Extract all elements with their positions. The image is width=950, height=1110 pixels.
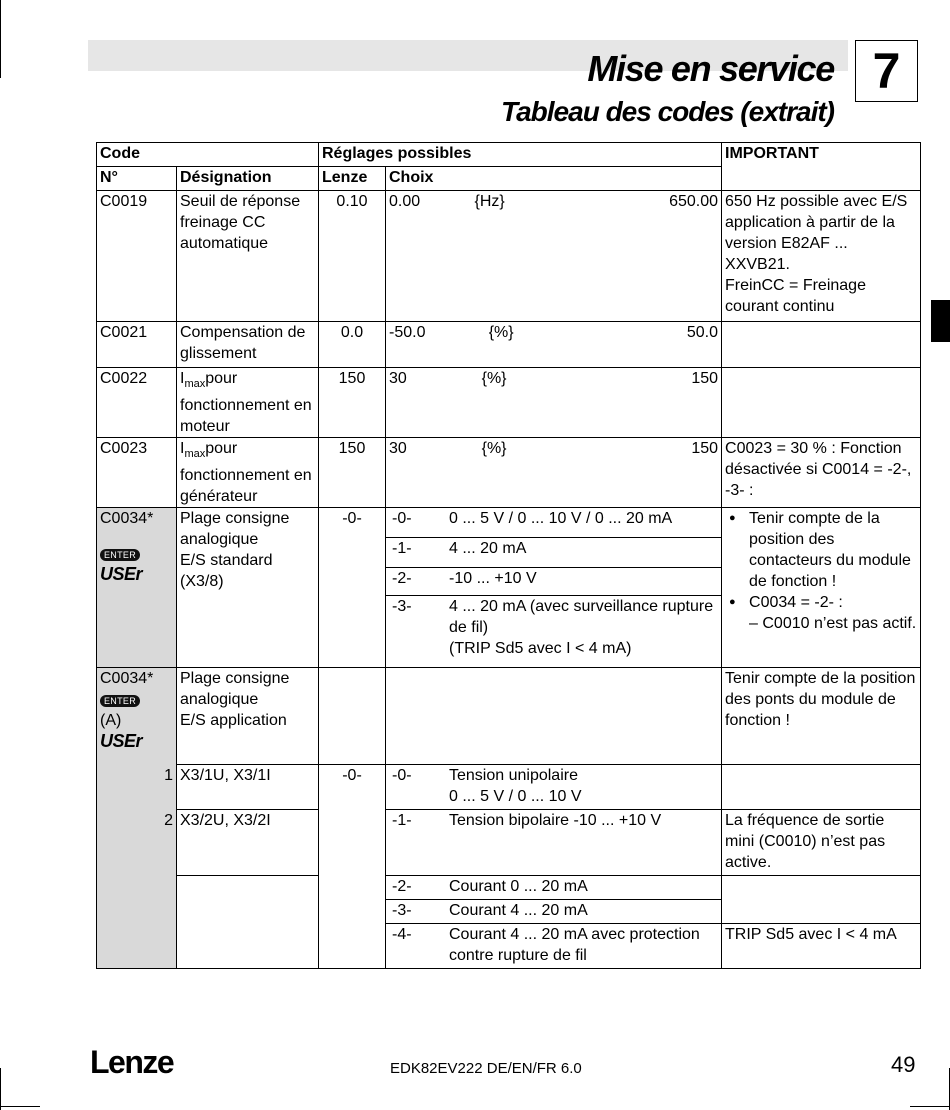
range-unit: {%}	[481, 440, 507, 458]
table-row	[97, 765, 921, 810]
choix-cell: -0- 0 ... 5 V / 0 ... 10 V / 0 ... 20 mA	[386, 508, 722, 538]
range-max: 50.0	[686, 324, 718, 341]
header-no: N°	[97, 167, 177, 191]
choix-cell	[386, 368, 722, 438]
chapter-number: 7	[855, 40, 918, 102]
choix-cell	[386, 191, 722, 322]
range-max: 150	[691, 440, 719, 458]
designation-cell: $I_{max}pour$ fonctionnement en générateur	[177, 438, 319, 508]
header-reglages: Réglages possibles	[319, 143, 722, 167]
code-cell: C0023	[97, 438, 177, 508]
range-unit: {Hz}	[474, 193, 505, 210]
user-menu-icon: USEr	[100, 731, 143, 752]
lenze-cell: 0.0	[319, 322, 386, 368]
designation-text: E/S application	[180, 712, 287, 730]
designation-cell: Compensation de glissement	[177, 322, 319, 368]
table-row	[97, 191, 921, 322]
range-min: 30	[389, 440, 407, 458]
sub-designation: X3/2U, X3/2I	[177, 810, 319, 876]
choix-cell	[386, 668, 722, 765]
lenze-cell: -0-	[319, 765, 386, 969]
choix-cell: -0- Tension unipolaire 0 ... 5 V / 0 ... 10 V	[386, 765, 722, 810]
table-row	[97, 438, 921, 508]
lenze-cell: 150	[319, 438, 386, 508]
code-cell	[97, 668, 177, 765]
choix-cell: -2- Courant 0 ... 20 mA	[386, 876, 722, 900]
lenze-cell: 150	[319, 368, 386, 438]
sub-code-no: 1	[97, 765, 177, 810]
designation-cell: $I_{max}pour$ fonctionnement en moteur	[177, 368, 319, 438]
code-cell: C0022	[97, 368, 177, 438]
code-cell	[97, 508, 177, 668]
designation-cell	[177, 508, 319, 668]
page-subtitle: Tableau des codes (extrait)	[501, 96, 834, 127]
range-min: 30	[389, 370, 407, 387]
range-min: -50.0	[389, 324, 426, 341]
user-menu-icon: USEr	[100, 564, 143, 585]
table-row	[97, 508, 921, 538]
important-cell: Tenir compte de la position des ponts du module de fonction !	[722, 668, 921, 765]
code-value: C0034*	[100, 510, 154, 528]
important-cell	[722, 508, 921, 668]
important-bullet: ● Tenir compte de la position des contacteurs du module de fonction !	[725, 508, 917, 592]
choix-cell: -4- Courant 4 ... 20 mA avec protection contre rupture de fil	[386, 924, 722, 969]
document-reference: EDK82EV222 DE/EN/FR 6.0	[390, 1060, 582, 1077]
choix-cell: -1- Tension bipolaire -10 ... +10 V	[386, 810, 722, 876]
table-header-row	[97, 143, 921, 167]
sub-code-no: 2	[97, 810, 177, 876]
table-row	[97, 668, 921, 765]
designation-text: E/S standard	[180, 552, 273, 570]
range-unit: {%}	[488, 324, 514, 341]
header-lenze: Lenze	[319, 167, 386, 191]
designation-text: (X3/8)	[180, 573, 224, 591]
choix-cell: -2- -10 ... +10 V	[386, 568, 722, 596]
important-cell: TRIP Sd5 avec I < 4 mA	[722, 924, 921, 969]
header-important: IMPORTANT	[722, 143, 921, 191]
range-unit: {%}	[481, 370, 507, 387]
table-row	[97, 810, 921, 876]
designation-cell	[177, 876, 319, 969]
chapter-side-tab	[931, 300, 950, 342]
designation-text: Plage consigne analogique	[180, 670, 290, 709]
important-cell	[722, 322, 921, 368]
sub-designation: X3/1U, X3/1I	[177, 765, 319, 810]
table-row	[97, 368, 921, 438]
designation-cell	[177, 668, 319, 765]
enter-key-icon: ENTER	[100, 549, 140, 561]
header-choix: Choix	[386, 167, 722, 191]
designation-text: Plage consigne analogique	[180, 510, 290, 549]
important-cell: La fréquence de sortie mini (C0010) n’est pas active.	[722, 810, 921, 876]
important-cell	[722, 765, 921, 810]
important-cell	[722, 876, 921, 924]
code-cell: C0019	[97, 191, 177, 322]
range-min: 0.00	[389, 193, 421, 210]
crop-mark	[0, 1068, 1, 1110]
page-title: Mise en service	[587, 48, 834, 89]
range-max: 650.00	[669, 193, 719, 210]
lenze-cell: -0-	[319, 508, 386, 668]
page-number: 49	[891, 1052, 916, 1077]
important-bullet: ● C0034 = -2- :	[725, 592, 917, 613]
header-code: Code	[97, 143, 319, 167]
important-cell: C0023 = 30 % : Fonction désactivée si C0014 = -2-, -3- :	[722, 438, 921, 508]
crop-mark	[910, 1106, 950, 1107]
code-cell	[97, 876, 177, 969]
important-cell	[722, 368, 921, 438]
lenze-cell	[319, 668, 386, 765]
important-text: 650 Hz possible avec E/S application à partir de la version E82AF ... XXVB21.	[725, 193, 908, 273]
choix-cell: -3- Courant 4 ... 20 mA	[386, 900, 722, 924]
lenze-logo: Lenze	[90, 1044, 174, 1080]
important-text: FreinCC = Freinage courant continu	[725, 277, 866, 315]
range-max: 150	[691, 370, 719, 387]
important-dash: – C0010 n’est pas actif.	[749, 615, 917, 633]
choix-cell: -1- 4 ... 20 mA	[386, 538, 722, 568]
crop-mark	[0, 0, 1, 78]
code-value: C0034*	[100, 670, 154, 688]
lenze-cell: 0.10	[319, 191, 386, 322]
table-row	[97, 876, 921, 900]
important-cell	[722, 191, 921, 322]
app-tag: (A)	[100, 712, 122, 730]
header-designation: Désignation	[177, 167, 319, 191]
choix-cell: -3- 4 ... 20 mA (avec surveillance rupture de fil) (TRIP Sd5 avec I < 4 mA)	[386, 596, 722, 668]
designation-cell: Seuil de réponse freinage CC automatique	[177, 191, 319, 322]
crop-mark	[0, 1106, 40, 1107]
enter-key-icon: ENTER	[100, 695, 140, 707]
code-cell: C0021	[97, 322, 177, 368]
table-row	[97, 322, 921, 368]
choix-cell	[386, 438, 722, 508]
choix-cell	[386, 322, 722, 368]
codes-table	[96, 142, 921, 969]
